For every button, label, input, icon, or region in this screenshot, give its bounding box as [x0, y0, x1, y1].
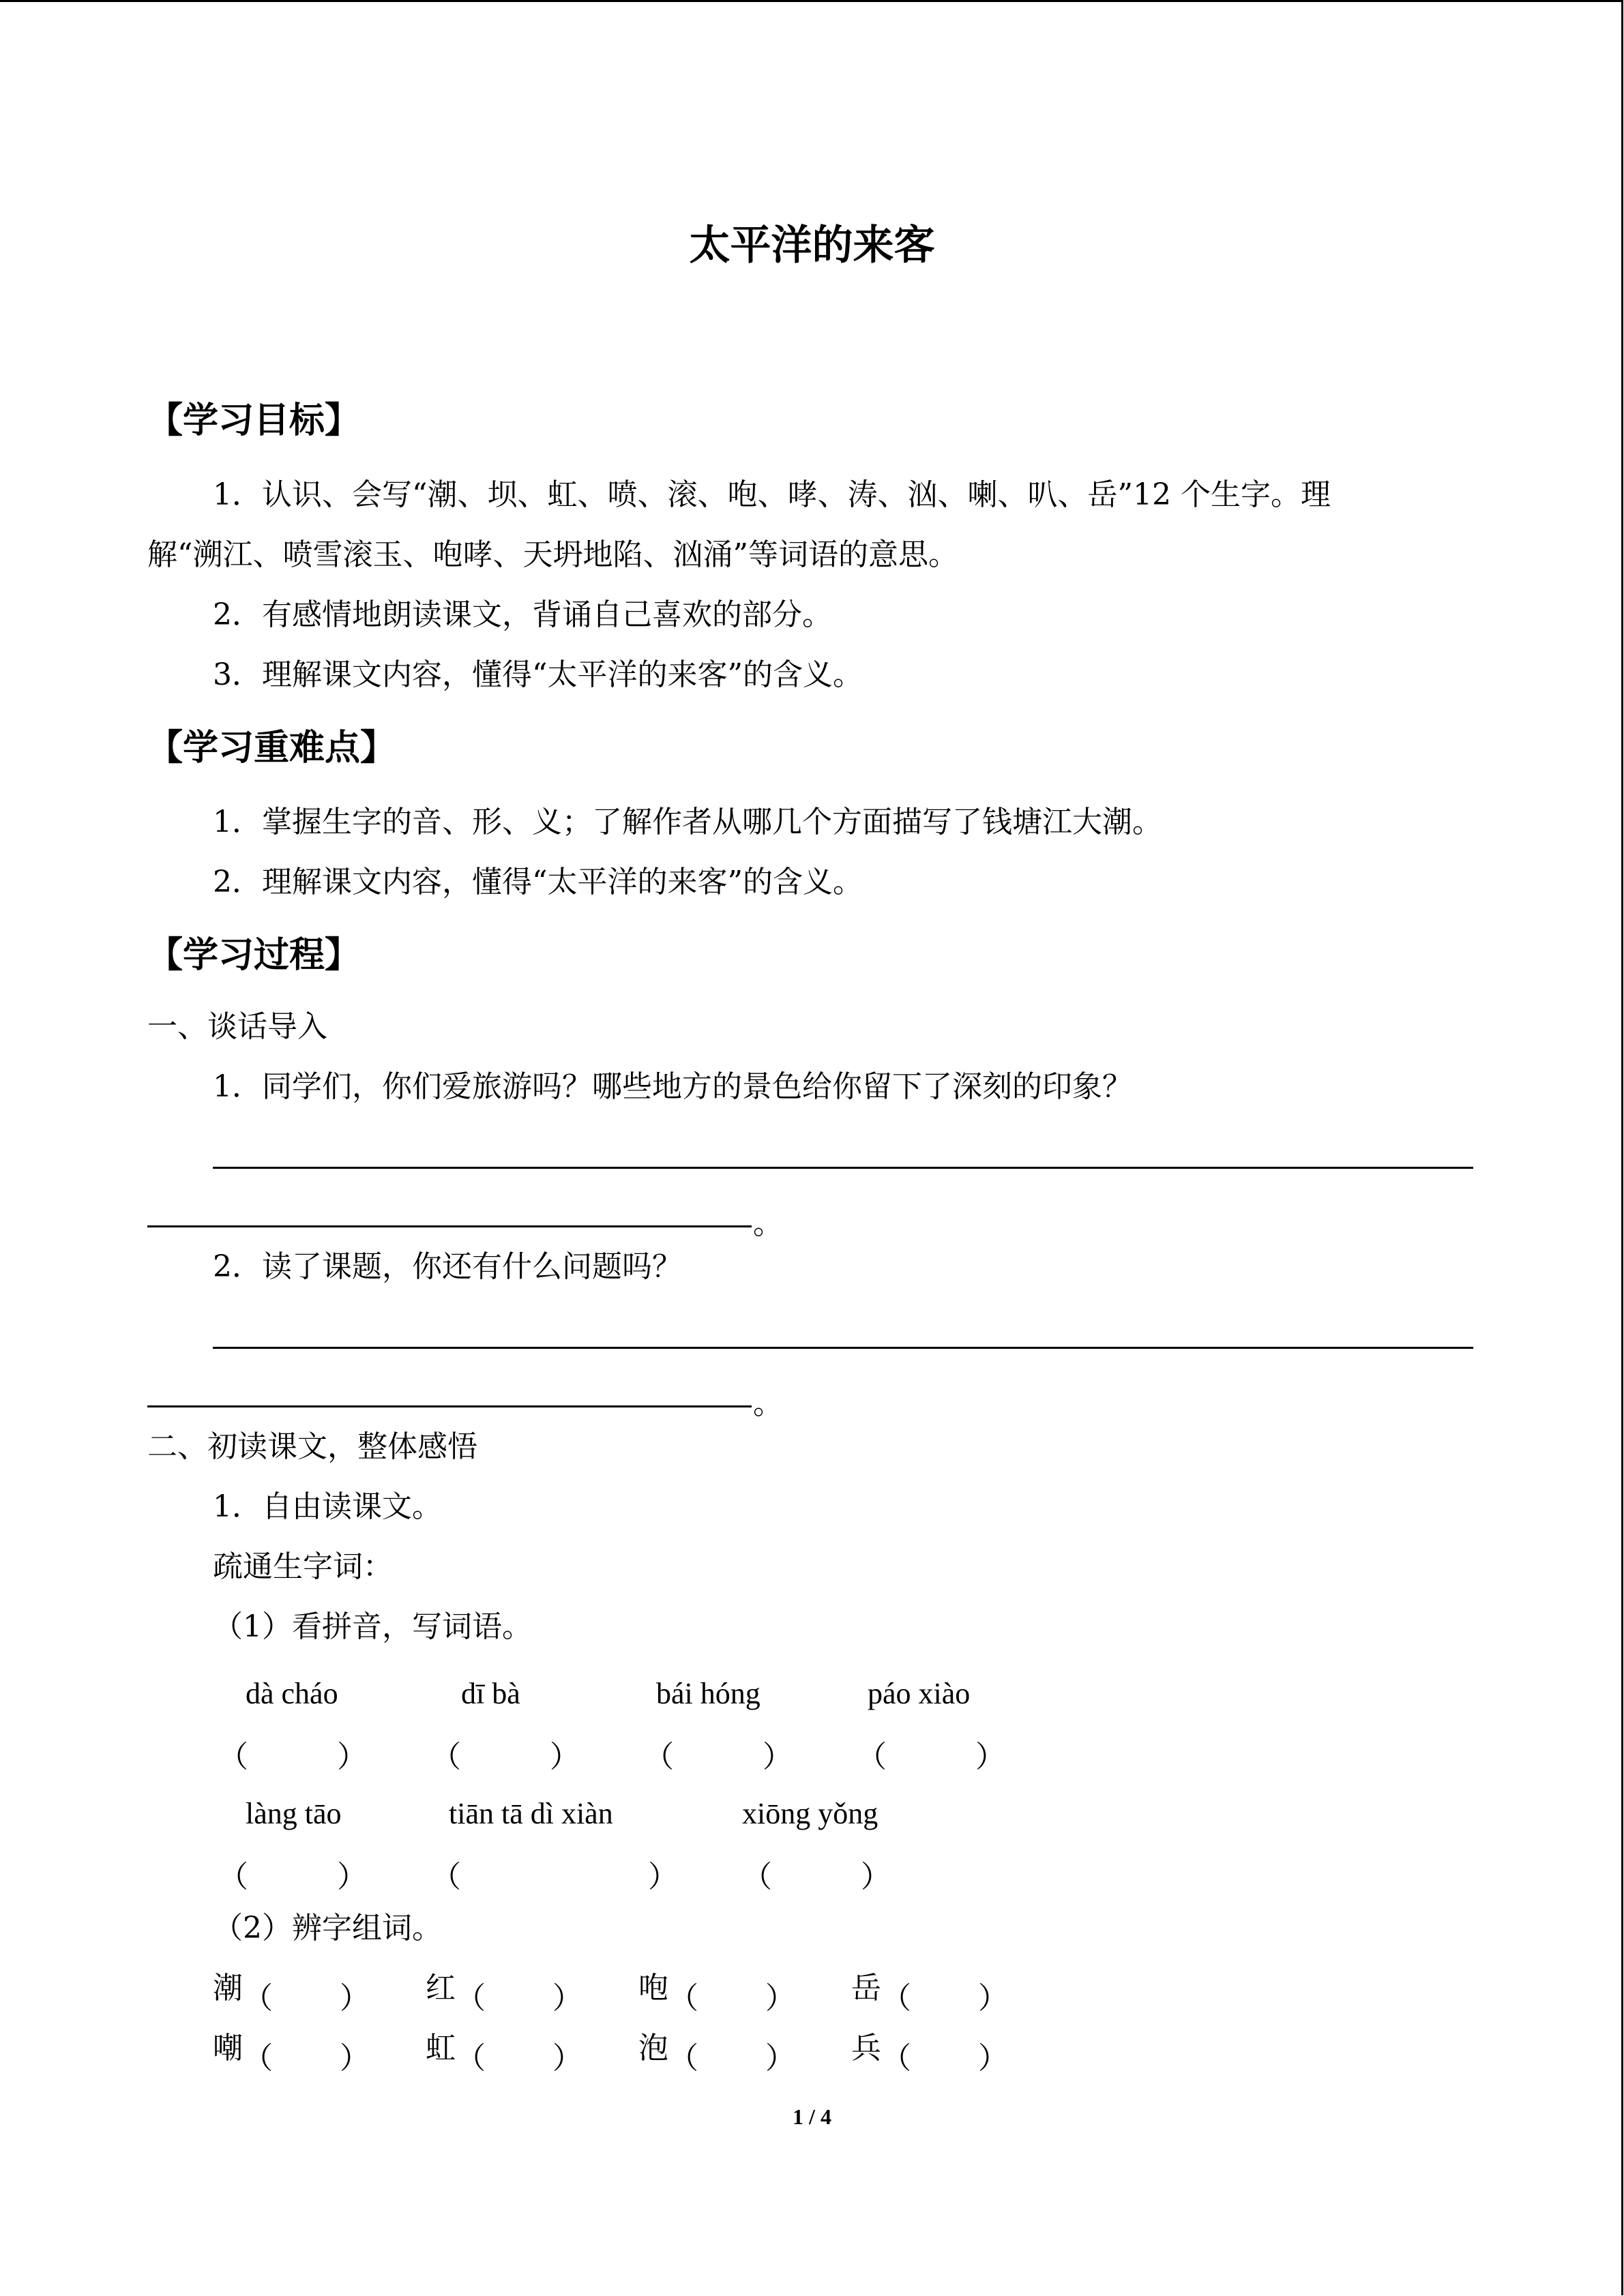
char-bing: 兵	[851, 2031, 881, 2066]
char-3-open: （	[668, 1981, 698, 2016]
blank-1-close: ）	[337, 1740, 367, 1774]
char-8-open: （	[881, 2041, 911, 2076]
char-pao: 咆	[638, 1971, 668, 2006]
blank-7-close: ）	[861, 1860, 891, 1894]
char-7-close: ）	[765, 2041, 795, 2076]
blank-5-open: （	[218, 1860, 248, 1894]
pinyin-diba: dī bà	[461, 1677, 520, 1710]
key-point-item-2: 2．理解课文内容，懂得“太平洋的来客”的含义。	[213, 865, 863, 899]
blank-6-open: （	[431, 1860, 461, 1894]
answer-line-1b[interactable]	[147, 1225, 752, 1227]
goal-item-1-line-2: 解“溯江、喷雪滚玉、咆哮、天坍地陷、汹涌”等词语的意思。	[147, 537, 958, 572]
char-1-open: （	[243, 1981, 273, 2016]
char-5-close: ）	[340, 2041, 370, 2076]
char-2-open: （	[456, 1981, 486, 2016]
answer-2-period: 。	[753, 1386, 783, 1421]
vocab-subheading: 疏通生字词：	[213, 1549, 393, 1584]
pinyin-langtao: làng tāo	[246, 1797, 342, 1830]
goal-item-1-line-1: 1．认识、会写“潮、坝、虹、喷、滚、咆、哮、涛、汹、喇、叭、岳”12 个生字。理	[213, 477, 1331, 512]
pinyin-dachao: dà cháo	[246, 1677, 338, 1710]
char-chao-mock: 嘲	[213, 2031, 243, 2066]
answer-line-2b[interactable]	[147, 1405, 752, 1407]
blank-1-open: （	[218, 1740, 248, 1774]
char-hong-red: 红	[426, 1971, 456, 2006]
goal-item-3: 3．理解课文内容，懂得“太平洋的来客”的含义。	[213, 657, 863, 692]
section-heading-key-points: 【学习重难点】	[147, 727, 396, 769]
blank-6-close: ）	[648, 1860, 678, 1894]
blank-4-close: ）	[975, 1740, 1005, 1774]
char-4-open: （	[881, 1981, 911, 2016]
char-5-open: （	[243, 2041, 273, 2076]
page-number: 1 / 4	[793, 2104, 831, 2129]
pinyin-paoxiao: páo xiào	[868, 1677, 971, 1710]
part-1-title: 一、谈话导入	[147, 1009, 327, 1044]
char-chao: 潮	[213, 1971, 243, 2006]
step-1: 1．自由读课文。	[213, 1489, 442, 1524]
char-3-close: ）	[765, 1981, 795, 2016]
document-title: 太平洋的来客	[689, 222, 935, 269]
task-2-title: （2）辨字组词。	[213, 1911, 442, 1945]
blank-3-close: ）	[763, 1740, 793, 1774]
question-2: 2．读了课题，你还有什么问题吗？	[213, 1249, 682, 1284]
char-pao-bubble: 泡	[638, 2031, 668, 2066]
char-7-open: （	[668, 2041, 698, 2076]
blank-2-open: （	[431, 1740, 461, 1774]
char-2-close: ）	[552, 1981, 582, 2016]
answer-line-1a[interactable]	[213, 1167, 1473, 1169]
char-4-close: ）	[978, 1981, 1008, 2016]
goal-item-2: 2．有感情地朗读课文，背诵自己喜欢的部分。	[213, 597, 832, 632]
blank-4-open: （	[857, 1740, 887, 1774]
answer-line-2a[interactable]	[213, 1347, 1473, 1349]
question-1: 1．同学们，你们爱旅游吗？哪些地方的景色给你留下了深刻的印象？	[213, 1069, 1132, 1104]
blank-3-open: （	[644, 1740, 674, 1774]
key-point-item-1: 1．掌握生字的音、形、义；了解作者从哪几个方面描写了钱塘江大潮。	[213, 805, 1162, 839]
blank-7-open: （	[742, 1860, 772, 1894]
char-8-close: ）	[978, 2041, 1008, 2076]
pinyin-baihong: bái hóng	[656, 1677, 761, 1710]
char-hong-rainbow: 虹	[426, 2031, 456, 2066]
char-1-close: ）	[340, 1981, 370, 2016]
blank-2-close: ）	[550, 1740, 580, 1774]
pinyin-xiongyong: xiōng yǒng	[742, 1797, 879, 1830]
char-yue: 岳	[851, 1971, 881, 2006]
part-2-title: 二、初读课文，整体感悟	[147, 1429, 477, 1464]
char-6-close: ）	[552, 2041, 582, 2076]
char-6-open: （	[456, 2041, 486, 2076]
section-heading-goals: 【学习目标】	[147, 400, 361, 441]
section-heading-process: 【学习过程】	[147, 934, 361, 976]
task-1-title: （1）看拼音，写词语。	[213, 1609, 532, 1644]
blank-5-close: ）	[337, 1860, 367, 1894]
answer-1-period: 。	[753, 1206, 783, 1241]
pinyin-tiantadixian: tiān tā dì xiàn	[449, 1797, 613, 1830]
